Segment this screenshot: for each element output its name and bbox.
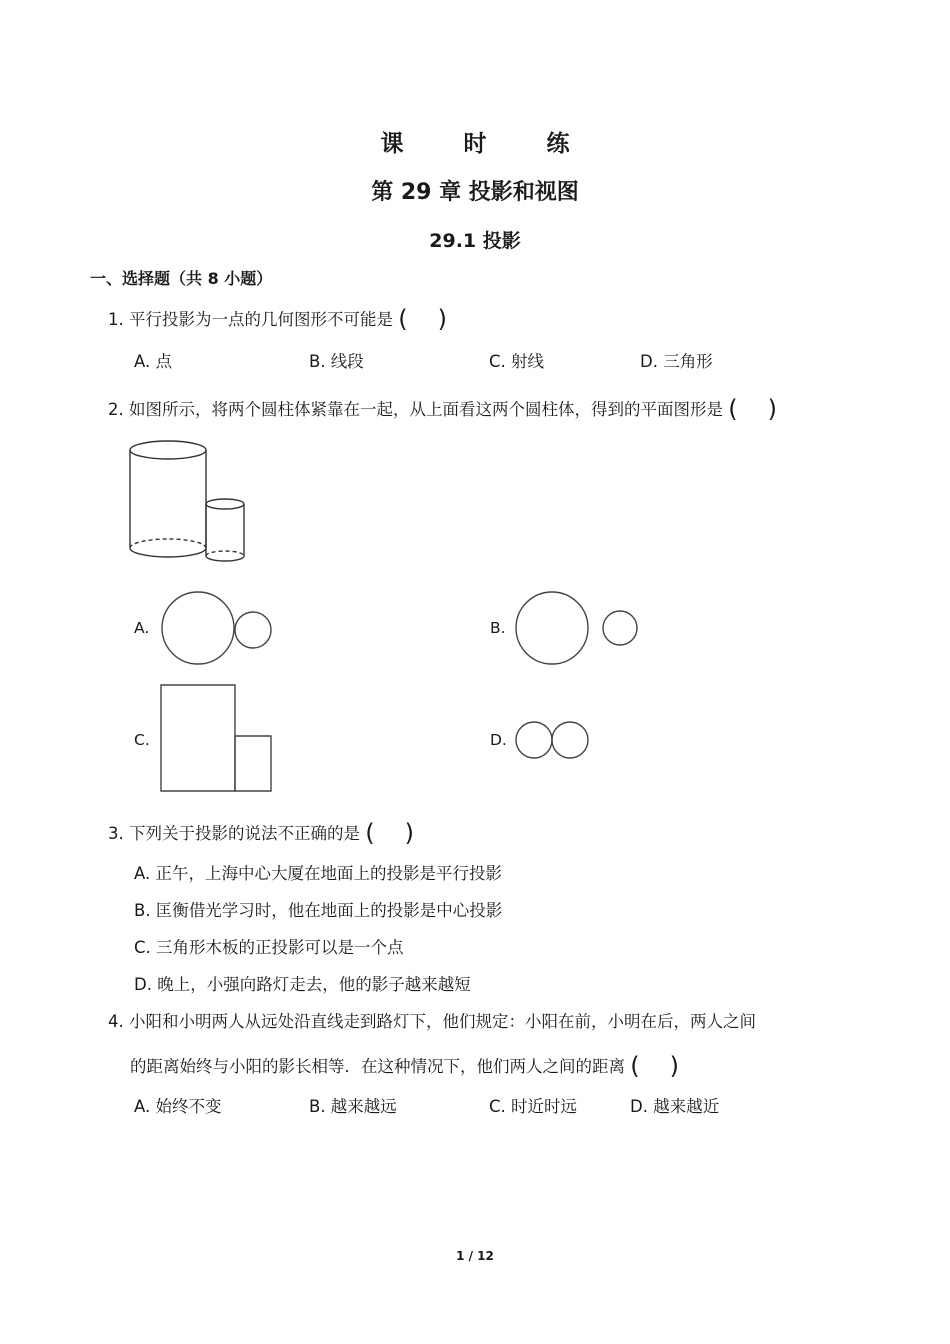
answer-paren-close: )	[404, 819, 414, 847]
option-b: B. 线段	[309, 352, 364, 371]
cylinders-figure	[125, 436, 255, 568]
option-a: A. 点	[134, 352, 172, 371]
answer-paren-open: (	[728, 395, 738, 423]
section-title: 29.1 投影	[429, 230, 521, 252]
option-c-figure	[160, 684, 275, 794]
question-text: 如图所示，将两个圆柱体紧靠在一起，从上面看这两个圆柱体，得到的平面图形是	[129, 400, 723, 419]
doc-title: 课 时 练	[380, 131, 596, 157]
option-d: D. 越来越近	[630, 1097, 720, 1116]
question-number: 3.	[108, 824, 124, 843]
question-4-line-2	[130, 1050, 679, 1078]
option-d: D. 三角形	[640, 352, 713, 371]
question-text: 小阳和小明两人从远处沿直线走到路灯下，他们规定：小阳在前，小明在后，两人之间	[129, 1012, 756, 1031]
part-heading: 一、选择题（共 8 小题）	[90, 269, 273, 288]
option-a-label: A.	[134, 619, 150, 637]
question-number: 4.	[108, 1012, 124, 1031]
option-d-figure	[514, 720, 594, 760]
question-3	[108, 817, 414, 845]
question-text: 下列关于投影的说法不正确的是	[129, 824, 360, 843]
answer-paren-open: (	[630, 1052, 640, 1080]
option-a-figure	[160, 590, 275, 666]
page-number: 1 / 12	[456, 1249, 494, 1263]
option-c: C. 三角形木板的正投影可以是一个点	[134, 938, 404, 957]
question-1	[108, 303, 447, 331]
option-b-figure	[514, 590, 644, 666]
option-d-label: D.	[490, 731, 507, 749]
question-4-line-1	[108, 1008, 756, 1032]
option-c: C. 射线	[489, 352, 545, 371]
answer-paren-close: )	[437, 305, 447, 333]
option-a: A. 正午，上海中心大厦在地面上的投影是平行投影	[134, 864, 502, 883]
answer-paren-open: (	[365, 819, 375, 847]
question-number: 1.	[108, 310, 124, 329]
question-number: 2.	[108, 400, 124, 419]
answer-paren-close: )	[767, 395, 777, 423]
option-c-label: C.	[134, 731, 150, 749]
option-b: B. 越来越远	[309, 1097, 397, 1116]
option-c: C. 时近时远	[489, 1097, 578, 1116]
answer-paren-close: )	[669, 1052, 679, 1080]
question-text: 平行投影为一点的几何图形不可能是	[129, 310, 393, 329]
question-2	[108, 393, 777, 421]
answer-paren-open: (	[398, 305, 408, 333]
option-a: A. 始终不变	[134, 1097, 222, 1116]
option-b-label: B.	[490, 619, 506, 637]
chapter-title: 第 29 章 投影和视图	[371, 180, 579, 205]
question-text: 的距离始终与小阳的影长相等．在这种情况下，他们两人之间的距离	[130, 1057, 625, 1076]
option-d: D. 晚上，小强向路灯走去，他的影子越来越短	[134, 975, 471, 994]
option-b: B. 匡衡借光学习时，他在地面上的投影是中心投影	[134, 901, 503, 920]
